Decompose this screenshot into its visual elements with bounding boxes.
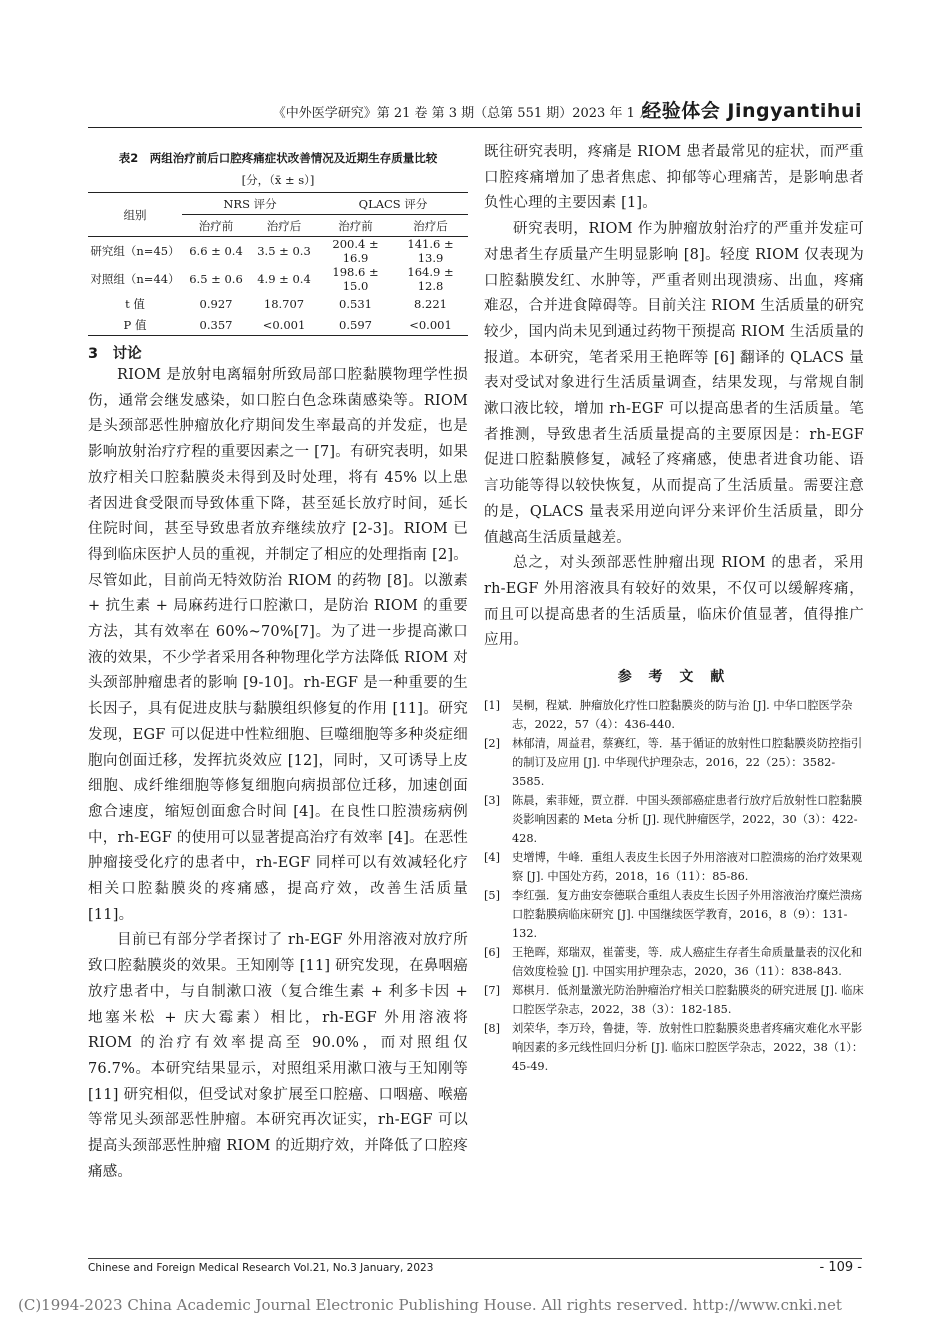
table-cell: 18.707	[263, 296, 305, 311]
sub-header: 治疗前	[198, 218, 234, 233]
running-header	[88, 96, 862, 126]
table-cell: 6.6 ± 0.4	[182, 237, 250, 266]
table-cell: 对照组（n=44）	[90, 272, 180, 286]
reference-item	[484, 734, 864, 791]
reference-item	[484, 791, 864, 848]
reference-text: 林郁清，周益君，蔡赛红，等．基于循证的放射性口腔黏膜炎防控指引的制订及应用 [J]. 中华现代护理杂志，2016，22（25）：3582-3585.	[512, 737, 863, 789]
table-cell: 0.357	[182, 314, 250, 336]
reference-number: [4]	[484, 851, 501, 865]
body-paragraph: 研究表明，RIOM 作为肿瘤放射治疗的严重并发症可对患者生存质量产生明显影响 [8]。轻度 RIOM 仅表现为口腔黏膜发红、水肿等，严重者则出现溃疡、出血，疼痛难忍，合并进食障碍等。目前关注 RIOM 生活质量的研究较少，国内尚未见到通过药物干预提高 RIOM 生活质量的报道。本研究，笔者采用王艳晖等 [6] 翻译的 QLACS 量表对受试对象进行生活质量调查，结果发现，与常规自制漱口液比较，增加 rh-EGF 可以提高患者的生活质量。笔者推测，导致患者生活质量提高的主要原因是：rh-EGF 促进口腔黏膜修复，减轻了疼痛感，使患者进食功能、语言功能等得以较快恢复，从而提高了生活质量。需要注意的是，QLACS 量表采用逆向评分来评价生活质量，即分值越高生活质量越差。	[484, 221, 864, 546]
table-cell: 0.531	[339, 296, 372, 311]
reference-text: 郑棋月．低剂量激光防治肿瘤治疗相关口腔黏膜炎的研究进展 [J]. 临床口腔医学杂志，2022，38（3）：182-185.	[512, 984, 864, 1017]
table-cell: 200.4 ± 16.9	[318, 237, 393, 266]
section-label: 经验体会 Jingyantihui	[642, 100, 862, 122]
reference-item	[484, 943, 864, 981]
comparison-table	[88, 192, 468, 336]
table-cell: 研究组（n=45）	[88, 237, 182, 266]
reference-item	[484, 1019, 864, 1076]
nrs-header: NRS 评分	[182, 193, 318, 215]
reference-number: [8]	[484, 1022, 501, 1036]
references-title: 参 考 文 献	[617, 669, 731, 686]
table-cell: <0.001	[393, 314, 468, 336]
table-cell: 141.6 ± 13.9	[393, 237, 468, 266]
body-paragraph: RIOM 是放射电离辐射所致局部口腔黏膜物理学性损伤，通常会继发感染，如口腔白色念珠菌感染等。RIOM 是头颈部恶性肿瘤放化疗期间发生率最高的并发症，也是影响放射治疗疗程的重要因素之一 [7]。有研究表明，如果放疗相关口腔黏膜炎未得到及时处理，将有 45% 以上患者因进食受限而导致体重下降，甚至延长放疗时间，延长住院时间，甚至导致患者放弃继续放疗 [2-3]。RIOM 已得到临床医护人员的重视，并制定了相应的处理指南 [2]。尽管如此，目前尚无特效防治 RIOM 的药物 [8]。以激素 + 抗生素 + 局麻药进行口腔漱口，是防治 RIOM 的重要方法，其有效率在 60%~70%[7]。为了进一步提高漱口液的效果，不少学者采用各种物理化学方法降低 RIOM 对头颈部肿瘤患者的影响 [9-10]。rh-EGF 是一种重要的生长因子，具有促进皮肤与黏膜组织修复的作用 [11]。研究发现，EGF 可以促进中性粒细胞、巨噬细胞等多种炎症细胞向创面迁移，发挥抗炎效应 [12]，同时，又可诱导上皮细胞、成纤维细胞等修复细胞向病损部位迁移，加速创面愈合速度，缩短创面愈合时间 [4]。在良性口腔溃疡病例中，rh-EGF 的使用可以显著提高治疗有效率 [4]。在恶性肿瘤接受化疗的患者中，rh-EGF 同样可以有效减轻化疗相关口腔黏膜炎的疼痛感，提高疗效，改善生活质量 [11]。	[88, 367, 468, 923]
table-cell: 8.221	[414, 296, 447, 311]
left-column	[88, 140, 468, 1186]
body-paragraph: 总之，对头颈部恶性肿瘤出现 RIOM 的患者，采用 rh-EGF 外用溶液具有较好的效果，不仅可以缓解疼痛，而且可以提高患者的生活质量，临床价值显著，值得推广应用。	[484, 555, 864, 649]
reference-number: [6]	[484, 946, 501, 960]
table-row	[88, 293, 468, 314]
footer-divider	[88, 1258, 862, 1259]
qlacs-header: QLACS 评分	[318, 193, 468, 215]
footer-journal: Chinese and Foreign Medical Research Vol.21, No.3 January, 2023	[88, 1262, 434, 1274]
reference-number: [1]	[484, 699, 501, 713]
table-cell: 6.5 ± 0.6	[189, 272, 243, 286]
body-paragraph: 既往研究表明，疼痛是 RIOM 患者最常见的症状，而严重口腔疼痛增加了患者焦虑、抑郁等心理痛苦，是影响患者负性心理的主要因素 [1]。	[484, 144, 864, 212]
right-column	[484, 140, 864, 1076]
reference-text: 吴桐，程斌．肿瘤放化疗性口腔黏膜炎的防与治 [J]. 中华口腔医学杂志，2022，57（4）：436-440.	[512, 699, 853, 732]
table-cell: 3.5 ± 0.3	[250, 237, 318, 266]
table-row	[88, 237, 468, 266]
reference-list	[484, 696, 864, 1076]
copyright-notice: (C)1994-2023 China Academic Journal Electronic Publishing House. All rights reserved. http://www.cnki.net	[18, 1296, 842, 1314]
table-cell: 198.6 ± 15.0	[332, 265, 379, 293]
sub-header: 治疗后	[413, 218, 448, 233]
group-header: 组别	[88, 193, 182, 237]
header-divider	[88, 127, 862, 128]
reference-text: 刘荣华，李万玲，鲁捷，等．放射性口腔黏膜炎患者疼痛灾难化水平影响因素的多元线性回归分析 [J]. 临床口腔医学杂志，2022，38（1）：45-49.	[512, 1022, 864, 1074]
body-paragraph: 目前已有部分学者探讨了 rh-EGF 外用溶液对放疗所致口腔黏膜炎的效果。王知刚等 [11] 研究发现，在鼻咽癌放疗患者中，与自制漱口液（复合维生素 + 利多卡因 + 地塞米松 + 庆大霉素）相比，rh-EGF 外用溶液将 RIOM 的治疗有效率提高至 90.0%，而对照组仅 76.7%。本研究结果显示，对照组采用漱口液与王知刚等 [11] 研究相似，但受试对象扩展至口腔癌、口咽癌、喉癌等常见头颈部恶性肿瘤。本研究再次证实，rh-EGF 可以提高头颈部恶性肿瘤 RIOM 的近期疗效，并降低了口腔疼痛感。	[88, 932, 468, 1180]
table-cell: <0.001	[250, 314, 318, 336]
reference-number: [3]	[484, 794, 501, 808]
reference-text: 李红强．复方曲安奈德联合重组人表皮生长因子外用溶液治疗糜烂溃疡口腔黏膜病临床研究 [J]. 中国继续医学教育，2016，8（9）：131-132.	[512, 889, 863, 941]
page-number: - 109 -	[819, 1260, 862, 1275]
table-cell: 164.9 ± 12.8	[407, 265, 454, 293]
table-row	[88, 265, 468, 293]
sub-header: 治疗后	[266, 218, 302, 233]
reference-number: [2]	[484, 737, 501, 751]
reference-item	[484, 848, 864, 886]
reference-text: 陈晨，索菲娅，贾立群．中国头颈部癌症患者行放疗后放射性口腔黏膜炎影响因素的 Meta 分析 [J]. 现代肿瘤医学，2022，30（3）：422-428.	[512, 794, 863, 846]
reference-item	[484, 696, 864, 734]
table-cell: 0.597	[318, 314, 393, 336]
table-cell: P 值	[88, 314, 182, 336]
table-title: 表2 两组治疗前后口腔疼痛症状改善情况及近期生存质量比较	[118, 151, 438, 165]
table-cell: 4.9 ± 0.4	[257, 272, 311, 286]
sub-header: 治疗前	[338, 218, 373, 233]
table-cell: t 值	[125, 296, 145, 311]
section-heading: 3 讨论	[88, 346, 142, 362]
table-unit: [分，（x̄ ± s）]	[241, 173, 315, 187]
reference-item	[484, 981, 864, 1019]
reference-number: [7]	[484, 984, 501, 998]
journal-issue-info: 《中外医学研究》第 21 卷 第 3 期（总第 551 期）2023 年 1 月	[272, 106, 652, 121]
reference-number: [5]	[484, 889, 501, 903]
reference-item	[484, 886, 864, 943]
table-cell: 0.927	[199, 296, 233, 311]
reference-text: 史增博，牛峰．重组人表皮生长因子外用溶液对口腔溃疡的治疗效果观察 [J]. 中国处方药，2018，16（11）：85-86.	[512, 851, 863, 884]
reference-text: 王艳晖，郑瑞双，崔蕾斐，等．成人癌症生存者生命质量量表的汉化和信效度检验 [J]. 中国实用护理杂志，2020，36（11）：838-843.	[512, 946, 863, 979]
table-row	[88, 314, 468, 336]
